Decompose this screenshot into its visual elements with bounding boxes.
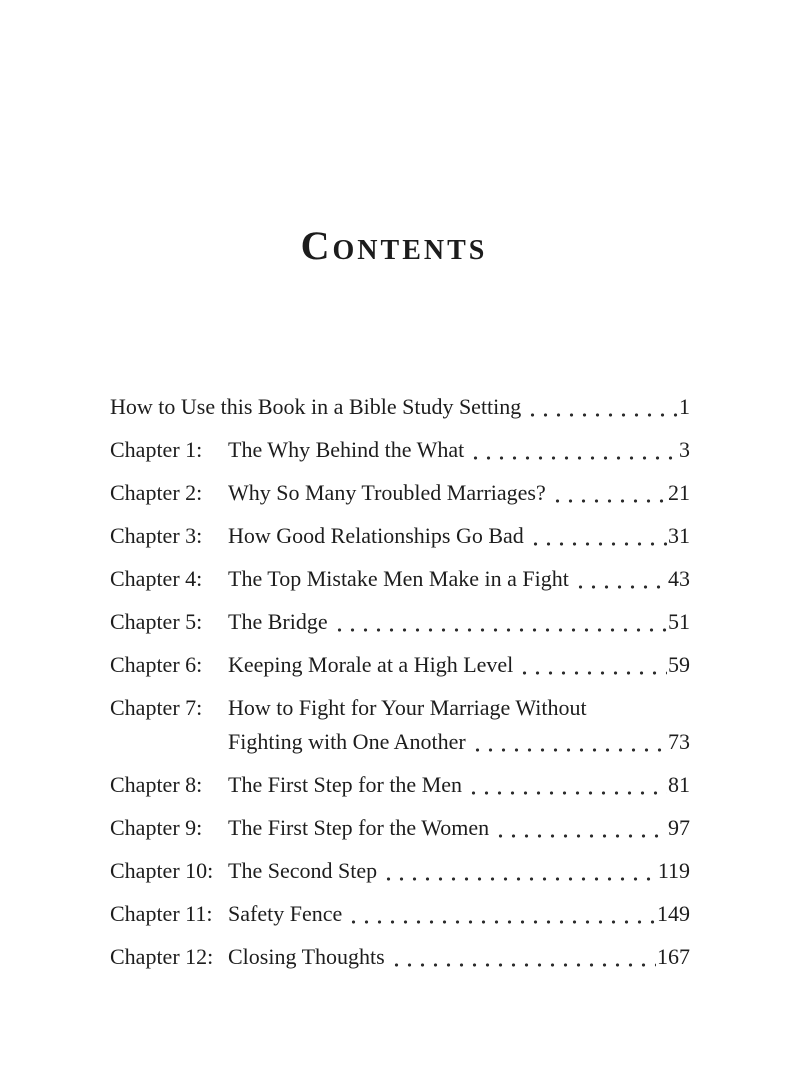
toc-entry <box>110 811 690 845</box>
toc-entry <box>110 854 690 888</box>
chapter-label: Chapter 1: <box>110 437 203 462</box>
page-number: 149 <box>657 901 690 926</box>
entry-title: The Second Step <box>228 858 378 883</box>
entry-title: How Good Relationships Go Bad <box>228 523 524 548</box>
page-number: 59 <box>668 652 690 677</box>
toc-entry <box>110 433 690 467</box>
table-of-contents <box>110 390 690 974</box>
chapter-label: Chapter 2: <box>110 480 203 505</box>
dot-leader <box>390 940 656 974</box>
page-number: 97 <box>668 815 690 840</box>
page-number: 3 <box>679 437 690 462</box>
entry-title: The Why Behind the What <box>228 437 465 462</box>
toc-entry <box>110 519 690 553</box>
dot-leader <box>518 648 667 682</box>
entry-title: Fighting with One Another <box>228 729 466 754</box>
page-number: 167 <box>657 944 690 969</box>
page-number: 81 <box>668 772 690 797</box>
dot-leader <box>574 562 667 596</box>
page-number: 31 <box>668 523 690 548</box>
entry-title: Keeping Morale at a High Level <box>228 652 514 677</box>
toc-entry <box>110 562 690 596</box>
chapter-label: Chapter 5: <box>110 609 203 634</box>
entry-title: How to Fight for Your Marriage Without <box>228 695 587 720</box>
dot-leader <box>333 605 667 639</box>
entry-title: The Top Mistake Men Make in a Fight <box>228 566 569 591</box>
entry-title: Why So Many Troubled Marriages? <box>228 480 546 505</box>
entry-title: The First Step for the Women <box>228 815 490 840</box>
chapter-label: Chapter 10: <box>110 858 214 883</box>
chapter-label: Chapter 11: <box>110 901 213 926</box>
chapter-label: Chapter 4: <box>110 566 203 591</box>
dot-leader <box>526 390 678 424</box>
toc-entry <box>110 691 690 759</box>
page-number: 51 <box>668 609 690 634</box>
entry-title: Closing Thoughts <box>228 944 385 969</box>
dot-leader <box>347 897 656 931</box>
dot-leader <box>494 811 667 845</box>
chapter-label: Chapter 6: <box>110 652 203 677</box>
dot-leader <box>551 476 667 510</box>
chapter-label: Chapter 12: <box>110 944 214 969</box>
toc-entry <box>110 476 690 510</box>
page-number: 43 <box>668 566 690 591</box>
dot-leader <box>471 725 667 759</box>
chapter-label: Chapter 9: <box>110 815 203 840</box>
page-title: Contents <box>300 223 488 268</box>
toc-entry <box>110 648 690 682</box>
toc-entry <box>110 390 690 424</box>
entry-title: The Bridge <box>228 609 328 634</box>
toc-entry <box>110 605 690 639</box>
page-number: 1 <box>679 394 690 419</box>
dot-leader <box>469 433 678 467</box>
page-number: 21 <box>668 480 690 505</box>
entry-title: How to Use this Book in a Bible Study Setting <box>110 394 522 419</box>
toc-entry <box>110 897 690 931</box>
dot-leader <box>529 519 667 553</box>
chapter-label: Chapter 8: <box>110 772 203 797</box>
chapter-label: Chapter 7: <box>110 695 203 720</box>
toc-entry <box>110 768 690 802</box>
entry-title: Safety Fence <box>228 901 343 926</box>
page-number: 119 <box>657 858 690 883</box>
entry-title: The First Step for the Men <box>228 772 463 797</box>
toc-entry <box>110 940 690 974</box>
dot-leader <box>467 768 667 802</box>
dot-leader <box>382 854 657 888</box>
page-number: 73 <box>668 729 690 754</box>
chapter-label: Chapter 3: <box>110 523 203 548</box>
